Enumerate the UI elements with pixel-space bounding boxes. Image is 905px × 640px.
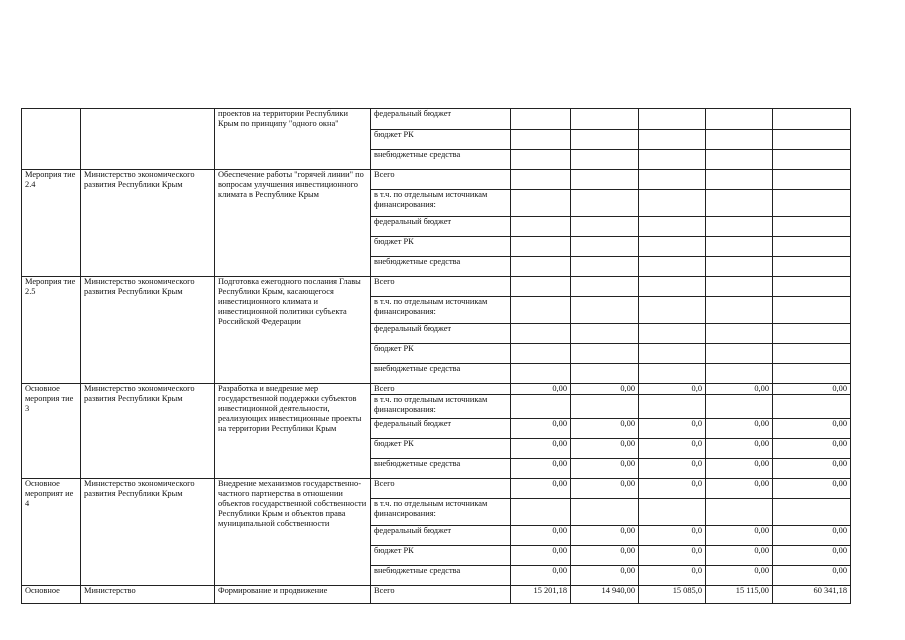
value-cell: 0,00 [773,439,851,459]
value-cell: 0,0 [639,459,706,479]
source-breakdown: в т.ч. по отдельным источникам финансирования: [371,499,511,526]
value-cell: 0,00 [773,384,851,395]
code-cell: Основное [22,586,81,604]
value-cell: 0,00 [706,526,773,546]
ministry-cell: Министерство экономического развития Республики Крым [81,277,215,384]
source-breakdown: в т.ч. по отдельным источникам финансирования: [371,190,511,217]
value-cell: 0,00 [511,419,571,439]
value-cell: 0,00 [773,479,851,499]
value-cell: 0,00 [511,459,571,479]
source-federal: федеральный бюджет [371,324,511,344]
code-cell: Основное мероприят ие 4 [22,479,81,586]
value-cell: 0,00 [706,439,773,459]
value-cell: 0,00 [571,459,639,479]
source-total: Всего [371,170,511,190]
ministry-cell: Министерство экономического развития Республики Крым [81,479,215,586]
value-cell: 0,00 [773,459,851,479]
code-cell: Основное мероприя тие 3 [22,384,81,479]
value-cell: 0,00 [571,566,639,586]
source-extra: внебюджетные средства [371,150,511,170]
table-row [22,109,851,130]
source-breakdown: в т.ч. по отдельным источникам финансирования: [371,297,511,324]
source-extra: внебюджетные средства [371,459,511,479]
description-cell: Формирование и продвижение [215,586,371,604]
code-cell: Мероприя тие 2.5 [22,277,81,384]
value-cell: 0,00 [706,459,773,479]
value-cell: 15 201,18 [511,586,571,604]
description-cell: Разработка и внедрение мер государственной поддержки субъектов инвестиционной деятельности, реализующих инвестиционные проекты на территории Республики Крым [215,384,371,479]
value-cell: 0,00 [706,479,773,499]
description-cell: проектов на территории Республики Крым по принципу "одного окна" [215,109,371,170]
value-cell: 0,00 [511,546,571,566]
source-rk: бюджет РК [371,546,511,566]
value-cell: 0,00 [706,419,773,439]
value-cell: 0,00 [706,546,773,566]
source-total: Всего [371,586,511,604]
value-cell: 0,00 [571,384,639,395]
value-cell: 0,00 [511,439,571,459]
value-cell: 0,00 [511,566,571,586]
table-row [22,170,851,190]
source-extra: внебюджетные средства [371,364,511,384]
ministry-cell: Министерство экономического развития Республики Крым [81,170,215,277]
ministry-cell [81,109,215,170]
code-cell [22,109,81,170]
value-cell: 0,00 [706,384,773,395]
value-cell: 0,00 [773,419,851,439]
value-cell: 0,0 [639,439,706,459]
program-funding-table [21,108,851,604]
source-federal: федеральный бюджет [371,526,511,546]
value-cell: 0,0 [639,566,706,586]
value-cell: 0,00 [773,566,851,586]
value-cell: 0,00 [773,546,851,566]
ministry-cell: Министерство [81,586,215,604]
value-cell: 0,00 [511,526,571,546]
value-cell: 0,00 [571,526,639,546]
table-row [22,384,851,395]
source-federal: федеральный бюджет [371,109,511,130]
table-row [22,479,851,499]
value-cell: 0,0 [639,546,706,566]
value-cell: 15 085,0 [639,586,706,604]
description-cell: Внедрение механизмов государственно-частного партнерства в отношении объектов государственной собственности Республики Крым и объектов права муниципальной собственности [215,479,371,586]
source-breakdown: в т.ч. по отдельным источникам финансирования: [371,395,511,419]
source-rk: бюджет РК [371,237,511,257]
value-cell: 60 341,18 [773,586,851,604]
value-cell: 0,00 [571,419,639,439]
value-cell: 0,00 [511,384,571,395]
value-cell: 14 940,00 [571,586,639,604]
value-cell: 0,00 [706,566,773,586]
value-cell: 0,0 [639,479,706,499]
code-cell: Мероприя тие 2.4 [22,170,81,277]
value-cell: 0,00 [571,479,639,499]
source-total: Всего [371,277,511,297]
value-cell: 0,00 [571,546,639,566]
source-rk: бюджет РК [371,130,511,150]
value-cell: 0,0 [639,526,706,546]
table-row [22,586,851,604]
value-cell: 15 115,00 [706,586,773,604]
source-rk: бюджет РК [371,439,511,459]
value-cell: 0,00 [571,439,639,459]
ministry-cell: Министерство экономического развития Республики Крым [81,384,215,479]
source-total: Всего [371,479,511,499]
value-cell: 0,00 [511,479,571,499]
value-cell: 0,0 [639,384,706,395]
source-rk: бюджет РК [371,344,511,364]
source-extra: внебюджетные средства [371,257,511,277]
description-cell: Подготовка ежегодного послания Главы Республики Крым, касающегося инвестиционного климата и инвестиционной политики субъекта Российской Федерации [215,277,371,384]
source-federal: федеральный бюджет [371,217,511,237]
value-cell: 0,00 [773,526,851,546]
table-row [22,277,851,297]
source-federal: федеральный бюджет [371,419,511,439]
value-cell: 0,0 [639,419,706,439]
source-extra: внебюджетные средства [371,566,511,586]
description-cell: Обеспечение работы "горячей линии" по вопросам улучшения инвестиционного климата в Республике Крым [215,170,371,277]
source-total: Всего [371,384,511,395]
